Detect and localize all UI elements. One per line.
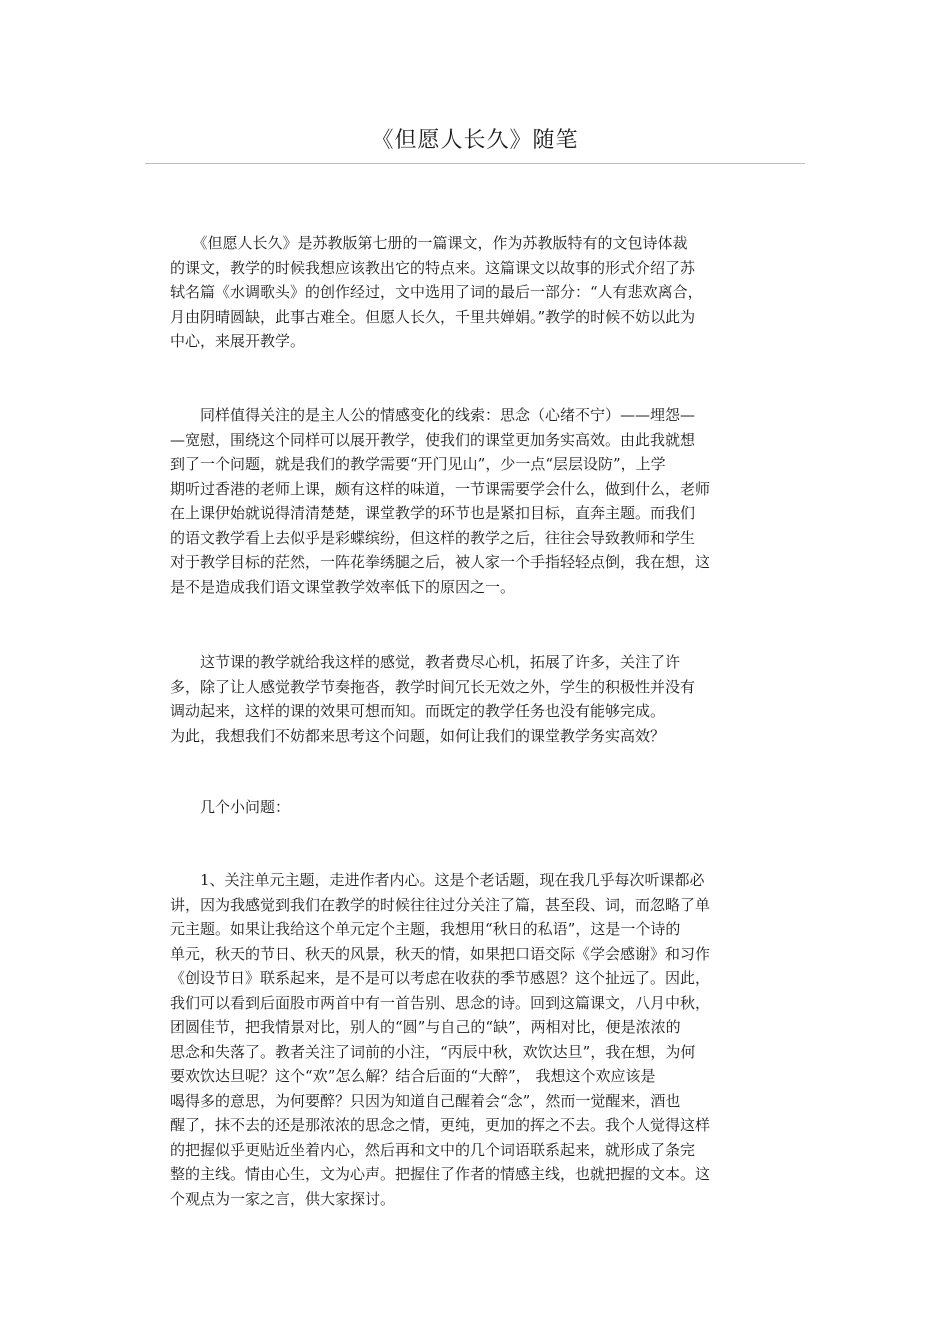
text-line: 个观点为一家之言，供大家探讨。 xyxy=(170,1189,396,1208)
paragraph-intro xyxy=(170,231,780,354)
text-line: 《创设节日》联系起来，是不是可以考虑在收获的季节感恩？这个扯远了。因此， xyxy=(170,969,711,987)
document-title: 《但愿人长久》随笔 xyxy=(371,128,579,153)
text-line: 讲，因为我感觉到我们在教学的时候往往过分关注了篇，甚至段、词，而忽略了单 xyxy=(170,895,711,914)
text-line: 思念和失落了。教者关注了词前的小注，“丙辰中秋，欢饮达旦”，我在想，为何 xyxy=(170,1042,696,1061)
text-line: 的课文，教学的时候我想应该教出它的特点来。这篇课文以故事的形式介绍了苏 xyxy=(170,258,696,277)
text-line: 是不是造成我们语文课堂教学效率低下的原因之一。 xyxy=(170,577,516,596)
text-line: 我们可以看到后面股市两首中有一首告别、思念的诗。回到这篇课文，八月中秋， xyxy=(170,993,711,1012)
text-line: 月由阴晴圆缺，此事古难全。但愿人长久，千里共婵娟。”教学的时候不妨以此为 xyxy=(170,307,696,326)
text-line: 轼名篇《水调歌头》的创作经过，文中选用了词的最后一部分：“人有悲欢离合， xyxy=(170,283,703,301)
text-line: 在上课伊始就说得清清楚楚，课堂教学的环节也是紧扣目标，直奔主题。而我们 xyxy=(170,504,696,522)
text-line: 这节课的教学就给我这样的感觉，教者费尽心机，拓展了许多，关注了许 xyxy=(170,653,681,671)
text-line: 期听过香港的老师上课，颇有这样的味道，一节课需要学会什么，做到什么，老师 xyxy=(170,479,711,498)
text-line: 《但愿人长久》是苏教版第七册的一篇课文，作为苏教版特有的文包诗体裁 xyxy=(170,234,688,252)
text-line: 中心，来展开教学。 xyxy=(170,332,306,350)
text-line: 的语文教学看上去似乎是彩蝶缤纷，但这样的教学之后，往往会导致教师和学生 xyxy=(170,528,696,547)
text-line: 单元，秋天的节日、秋天的风景，秋天的情，如果把口语交际《学会感谢》和习作 xyxy=(170,944,711,963)
text-line: 1、关注单元主题，走进作者内心。这是个老话题，现在我几乎每次听课都必 xyxy=(170,871,705,889)
text-line: 喝得多的意思，为何要醉？只因为知道自己醒着会“念”，然而一觉醒来，酒也 xyxy=(170,1091,681,1110)
paragraph-emotion-clue xyxy=(170,403,780,599)
paragraph-point-1 xyxy=(170,868,780,1211)
text-line: 要欢饮达旦呢？这个“欢”怎么解？结合后面的“大醉”， 我想这个欢应该是 xyxy=(170,1067,656,1085)
text-line: 同样值得关注的是主人公的情感变化的线索：思念（心绪不宁）——埋怨— xyxy=(170,406,696,424)
title-divider xyxy=(145,163,805,164)
text-line: 整的主线。情由心生，文为心声。把握住了作者的情感主线，也就把握的文本。这 xyxy=(170,1165,711,1183)
text-line: 调动起来，这样的课的效果可想而知。而既定的教学任务也没有能够完成。 xyxy=(170,702,666,720)
text-line: 的把握似乎更贴近坐着内心，然后再和文中的几个词语联系起来，就形成了条完 xyxy=(170,1140,696,1159)
text-line: 为此，我想我们不妨都来思考这个问题，如何让我们的课堂教学务实高效？ xyxy=(170,726,666,745)
text-line: 到了一个问题，就是我们的教学需要“开门见山”，少一点“层层设防”，上学 xyxy=(170,455,666,473)
paragraph-lesson-feeling xyxy=(170,650,780,748)
text-line: 多，除了让人感觉教学节奏拖沓，教学时间冗长无效之外，学生的积极性并没有 xyxy=(170,677,696,696)
text-line: 醒了，抹不去的还是那浓浓的思念之情，更纯，更加的挥之不去。我个人觉得这样 xyxy=(170,1116,711,1134)
paragraph-subheading xyxy=(170,795,780,820)
text-line: —宽慰，围绕这个同样可以展开教学，使我们的课堂更加务实高效。由此我就想 xyxy=(170,430,696,449)
text-line: 元主题。如果让我给这个单元定个主题，我想用“秋日的私语”，这是一个诗的 xyxy=(170,920,681,938)
text-line: 团圆佳节，把我情景对比，别人的“圆”与自己的“缺”，两相对比，便是浓浓的 xyxy=(170,1018,681,1036)
text-line: 对于教学目标的茫然，一阵花拳绣腿之后，被人家一个手指轻轻点倒，我在想，这 xyxy=(170,553,711,571)
text-line: 几个小问题： xyxy=(170,798,291,816)
